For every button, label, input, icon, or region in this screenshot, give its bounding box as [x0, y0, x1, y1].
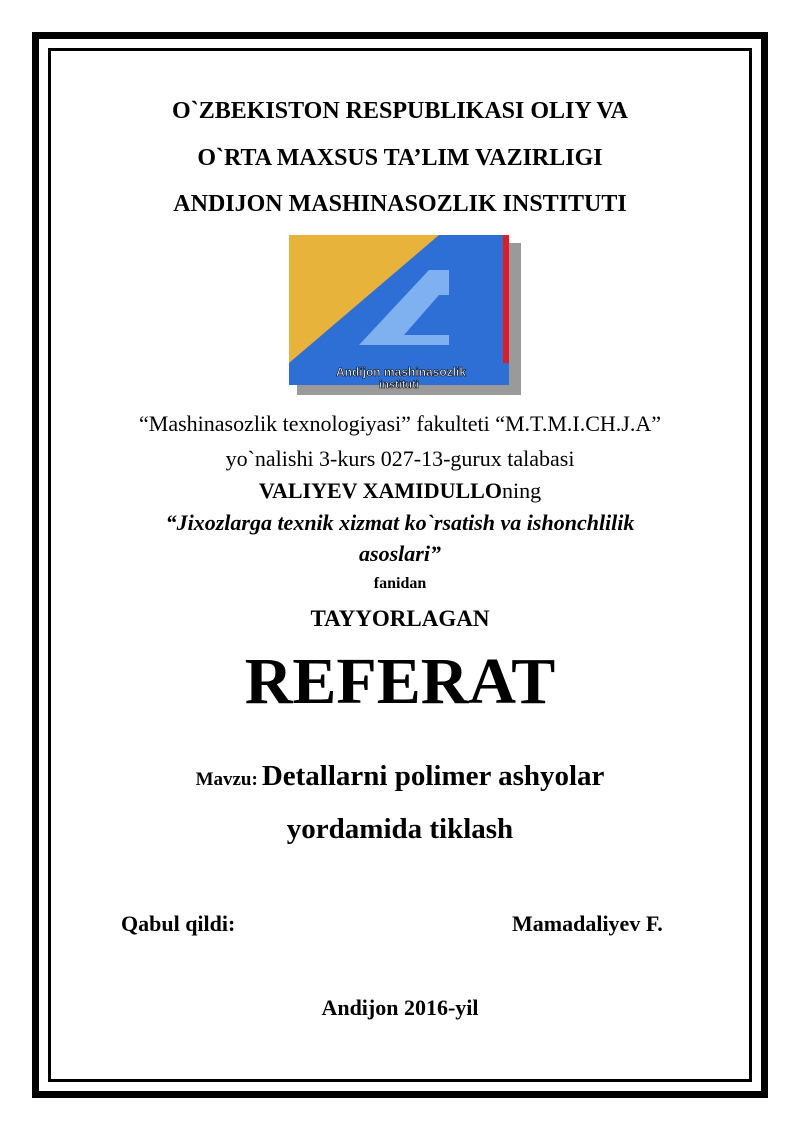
- prepared-label: TAYYORLAGAN: [310, 606, 490, 631]
- accepted-label: Qabul qildi:: [121, 911, 236, 936]
- logo-caption-line-2: instituti: [379, 379, 419, 391]
- student-name: VALIYEV XAMIDULLO: [258, 478, 502, 503]
- header-line-3: ANDIJON MASHINASOZLIK INSTITUTI: [173, 191, 627, 217]
- subject-line-1: “Jixozlarga texnik xizmat ko`rsatish va ishonchlilik: [165, 510, 635, 535]
- topic-line-1: [0, 760, 800, 793]
- topic-text-1: Detallarni polimer ashyolar: [261, 760, 605, 792]
- subject-line-2: asoslari”: [359, 541, 441, 566]
- logo-caption-line-1: Andijon mashinasozlik: [335, 365, 467, 379]
- student-name-suffix: ning: [501, 478, 542, 503]
- topic-label: Mavzu:: [195, 769, 258, 790]
- header-line-2: O`RTA MAXSUS TA’LIM VAZIRLIGI: [197, 145, 603, 171]
- student-name-line: [0, 478, 800, 504]
- accepted-name: Mamadaliyev F.: [512, 911, 663, 936]
- logo-red-bar: [503, 235, 509, 385]
- topic-line-2: yordamida tiklash: [286, 813, 514, 845]
- document-title: REFERAT: [244, 645, 556, 718]
- header-line-1: O`ZBEKISTON RESPUBLIKASI OLIY VA: [172, 98, 628, 124]
- fanidan-label: fanidan: [373, 575, 427, 592]
- institute-logo: [289, 235, 521, 395]
- footer-place-year: Andijon 2016-yil: [321, 995, 479, 1020]
- faculty-line: “Mashinasozlik texnologiyasi” fakulteti “M.T.M.I.CH.J.A”: [139, 411, 661, 436]
- group-line: yo`nalishi 3-kurs 027-13-gurux talabasi: [225, 446, 575, 471]
